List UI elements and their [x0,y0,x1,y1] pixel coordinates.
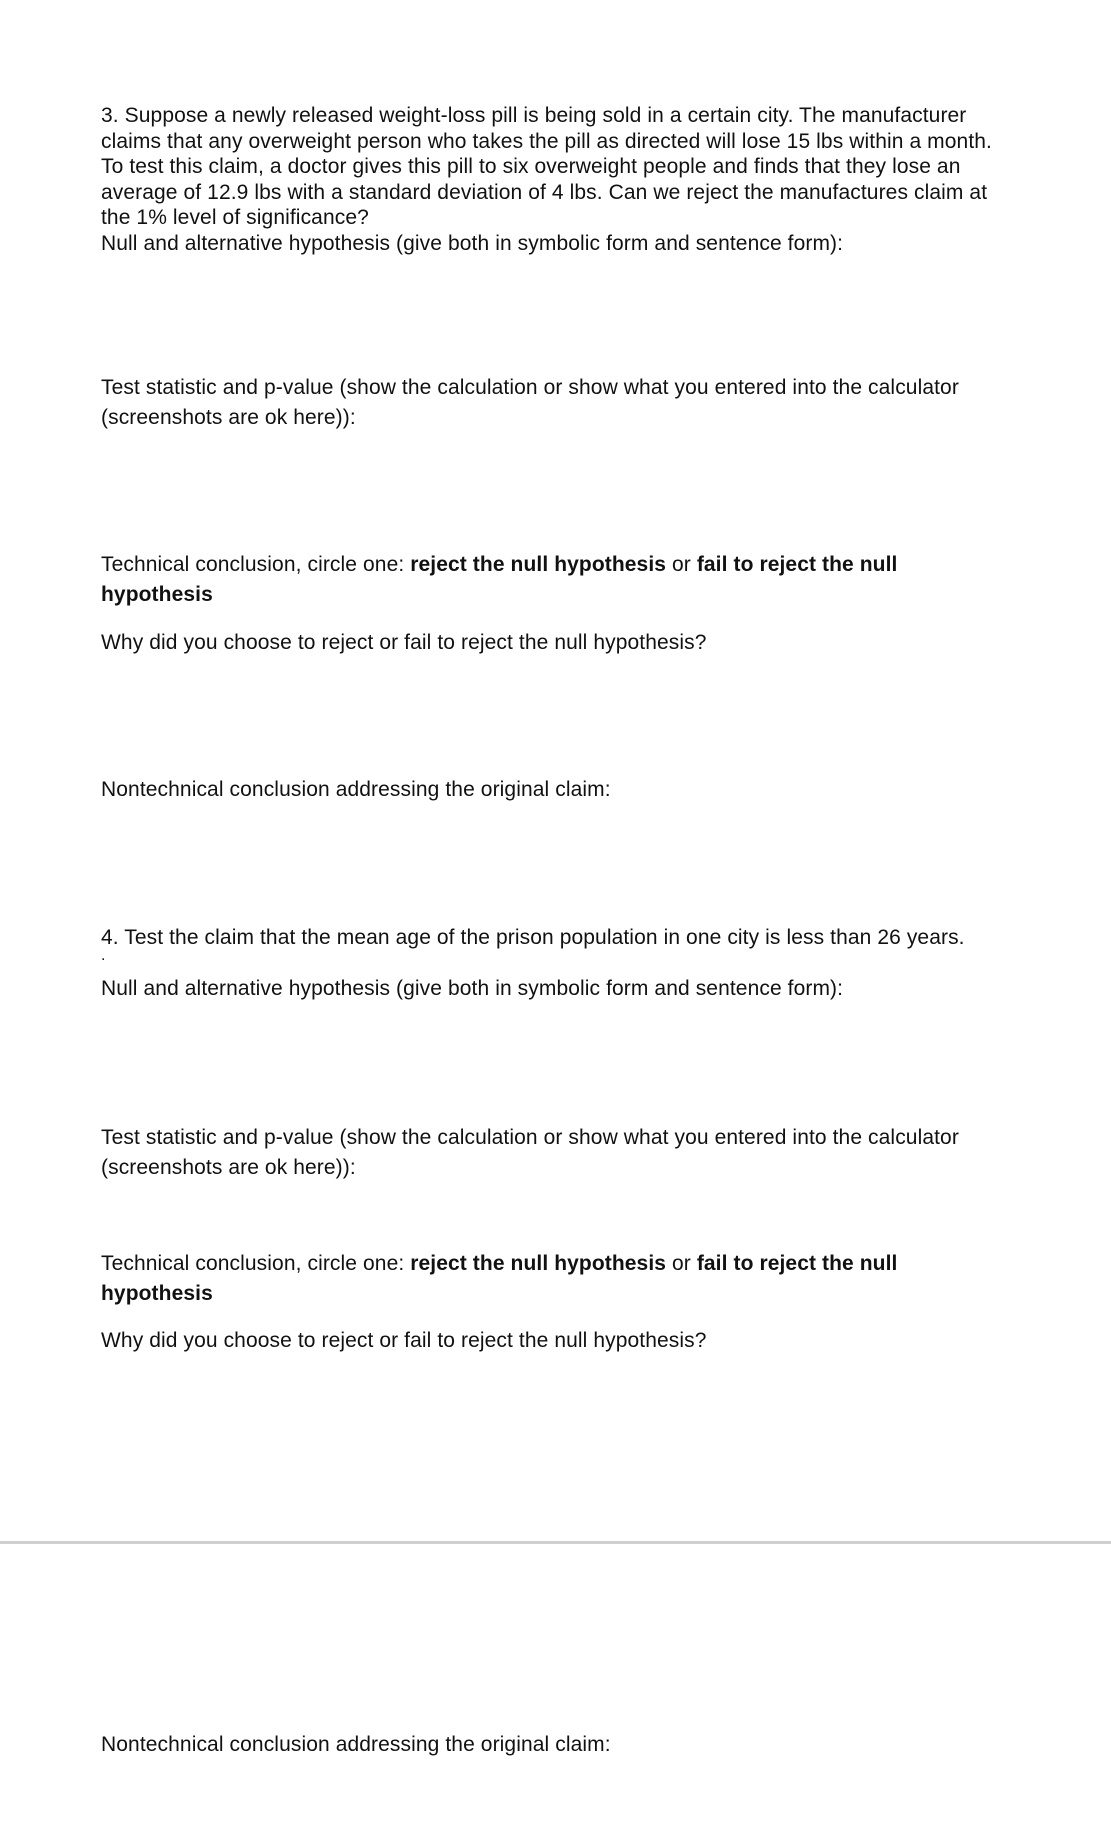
q4-test-statistic-line: (screenshots are ok here)): [101,1156,356,1179]
q4-option-reject[interactable]: reject the null hypothesis [410,1252,667,1275]
q4-problem-statement: 4. Test the claim that the mean age of the prison population in one city is less than 26 years. [101,926,965,949]
q4-why-prompt: Why did you choose to reject or fail to reject the null hypothesis? [101,1329,707,1352]
q4-test-statistic-line: Test statistic and p-value (show the calculation or show what you entered into the calculator [101,1126,959,1149]
q3-hypothesis-prompt: Null and alternative hypothesis (give both in symbolic form and sentence form): [101,231,844,255]
q3-test-statistic-prompt [101,373,959,433]
q3-technical-conclusion-label: Technical conclusion, circle one: [101,553,411,576]
q3-problem-line: To test this claim, a doctor gives this pill to six overweight people and finds that they lose an [101,155,961,178]
q4-option-separator: or [666,1252,697,1275]
q3-test-statistic-line: (screenshots are ok here)): [101,406,356,429]
page-break-divider [0,1541,1111,1544]
q4-stray-mark: . [101,947,106,964]
q3-technical-conclusion [101,550,897,610]
q3-problem-line: claims that any overweight person who takes the pill as directed will lose 15 lbs within a month. [101,129,992,153]
q3-option-separator: or [666,553,697,576]
q3-option-fail-to-reject-continued[interactable]: hypothesis [101,583,213,606]
q3-test-statistic-line: Test statistic and p-value (show the calculation or show what you entered into the calculator [101,376,959,399]
q3-why-prompt: Why did you choose to reject or fail to reject the null hypothesis? [101,631,707,654]
q4-option-fail-to-reject[interactable]: fail to reject the null [696,1252,898,1275]
q4-test-statistic-prompt [101,1123,959,1183]
q3-option-fail-to-reject[interactable]: fail to reject the null [696,553,898,576]
q3-problem-line: average of 12.9 lbs with a standard deviation of 4 lbs. Can we reject the manufactures claim at [101,180,988,204]
q3-problem-line: 3. Suppose a newly released weight-loss pill is being sold in a certain city. The manufacturer [101,104,967,127]
q3-nontechnical-prompt: Nontechnical conclusion addressing the original claim: [101,778,611,801]
q4-hypothesis-prompt: Null and alternative hypothesis (give both in symbolic form and sentence form): [101,977,844,1000]
q3-problem-line: the 1% level of significance? [101,206,369,229]
q4-option-fail-to-reject-continued[interactable]: hypothesis [101,1282,213,1305]
q4-technical-conclusion-label: Technical conclusion, circle one: [101,1252,411,1275]
q3-problem-statement [101,103,992,256]
q4-technical-conclusion [101,1249,897,1309]
q4-nontechnical-prompt: Nontechnical conclusion addressing the original claim: [101,1733,611,1756]
q3-option-reject[interactable]: reject the null hypothesis [410,553,667,576]
